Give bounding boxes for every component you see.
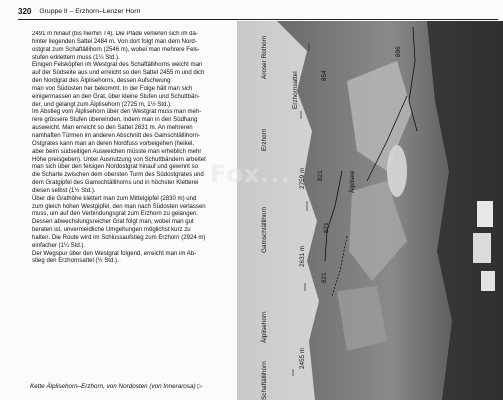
peak-label-erzhorn: Erzhorn (261, 128, 268, 151)
body-line: stieg den Erzhornsattel (½ Std.). (32, 258, 119, 265)
mountain-photo-drawing (237, 21, 503, 400)
body-line: einfacher (1¼ Std.). (32, 242, 86, 249)
mountain-photo (237, 21, 503, 400)
route-number-896: 896 (395, 46, 402, 57)
route-number-854: 854 (321, 70, 328, 81)
body-line: ausweicht. Man erreicht so den Sattel 2631 m. An mehreren (32, 125, 193, 132)
body-line: beraten ist, unvermeidliche Umgehungen möglichst kurz zu (32, 227, 191, 234)
body-line: Über die Grathöhe klettert man zum Mittelgipfel (2830 m) und (32, 195, 197, 202)
peak-label-aelplisehorn: Älplisehorn (261, 311, 268, 343)
body-line: den Nordgrat des Älplisehorns, dessen Aufschwung (32, 78, 171, 85)
body-line: zum gleich hohen Westgipfel, den man nach Südosten verlassen (32, 203, 206, 210)
body-line: Einigen Felsköpfen im Westgrat des Schaftällihorns weicht man (32, 62, 203, 69)
building (477, 201, 493, 227)
header-title: Gruppe II – Erzhorn–Lenzer Horn (39, 7, 141, 15)
route-number-821: 821 (321, 272, 328, 283)
running-header (18, 4, 488, 18)
altitude-label-2455: 2455 m (299, 347, 306, 369)
building (473, 233, 491, 263)
body-line: die Scharte zwischen dem obersten Turm des Südostgrates und (32, 172, 204, 179)
body-line: ostgrat zum Schaftällihorn (2546 m), wobei man mehrere Fels- (32, 46, 200, 53)
altitude-label-2631: 2631 m (299, 245, 306, 267)
peak-label-schaftaellihorn: Schaftällihorn (261, 361, 268, 400)
body-line: Höhe preisgeben). Unter Ausnutzung von Schuttbändern arbeitet (32, 156, 206, 163)
body-line: halten. Die Route wird im Schlussaufstieg zum Erzhorn (2924 m) (32, 234, 206, 241)
body-line: rere grössere Stufen überwinden, indem man in den Südhang (32, 117, 198, 124)
body-line: Im Abstieg vom Älplisehorn über den Westgrat muss man meh- (32, 109, 202, 116)
caption-text: Kette Älplisehorn–Erzhorn, von Nordosten (von Innerarosa) (30, 383, 196, 390)
body-line: Der Wegspur über den Westgrat folgend, erreicht man im Ab- (32, 250, 197, 257)
lake-label-alplisee: Älplisee (349, 170, 356, 193)
body-line: hinter liegenden Sattel 2484 m. Von dort folgt man dem Nord- (32, 38, 197, 45)
altitude-label-2759: 2759 m (299, 167, 306, 189)
body-line: einigermassen an den Grat, über kleine Stufen und Schuttbän- (32, 93, 200, 100)
caption-arrow-icon: ▷ (197, 383, 203, 390)
body-line: muss, um auf den Verbindungsgrat zum Erzhorn zu gelangen. (32, 211, 199, 218)
body-line: Ostgrates kann man an deren Nordfuss vorbeigehen (heikel, (32, 140, 195, 147)
route-number-821: 821 (317, 170, 324, 181)
building (481, 271, 495, 291)
body-line: man sich über den felsigen Nordostgrat hinauf und gewinnt so (32, 164, 199, 171)
watermark: Fox... (210, 160, 291, 188)
peak-label-gamschtaellihorn: Gamschtällihorn (261, 206, 268, 253)
peak-label-erzhornsattel: Erzhornsattel (292, 71, 299, 109)
body-line: auf der Südseite aus und erreicht so den Sattel 2455 m und dich (32, 70, 205, 77)
body-line: der, und gelangt zum Älplisehorn (2725 m, 1½ Std.). (32, 101, 172, 108)
body-line: 2491 m hinauf (bis hierhin T4). Die Pfade verlieren sich im da- (32, 31, 198, 37)
body-line: diesen selbst (1½ Std.). (32, 187, 96, 194)
route-number-821: 821 (323, 222, 330, 233)
body-line: aber beim südseitigen Ausweichen müsste man erheblich mehr (32, 148, 202, 155)
body-line: man von Südosten her bekommt. In der Folge hält man sich (32, 85, 193, 92)
body-line: namhaften Türmen im anderen Abschnitt des Gamschtällihorn- (32, 132, 200, 139)
body-line: Dessen abwechslungsreicher Grat folgt man, wobei man gut (32, 219, 194, 226)
body-line: stufen erklettern muss (1¼ Std.). (32, 54, 120, 61)
route-description (32, 31, 229, 311)
peak-label-aroser-rothorn: Aroser Rothorn (261, 35, 268, 79)
page-number: 320 (18, 6, 32, 16)
photo-caption (30, 383, 240, 390)
lake (387, 145, 407, 197)
header-rule (18, 19, 498, 20)
body-line: dem Gratgipfel des Gamschtällihorns und in höchster Kletterei (32, 180, 199, 187)
